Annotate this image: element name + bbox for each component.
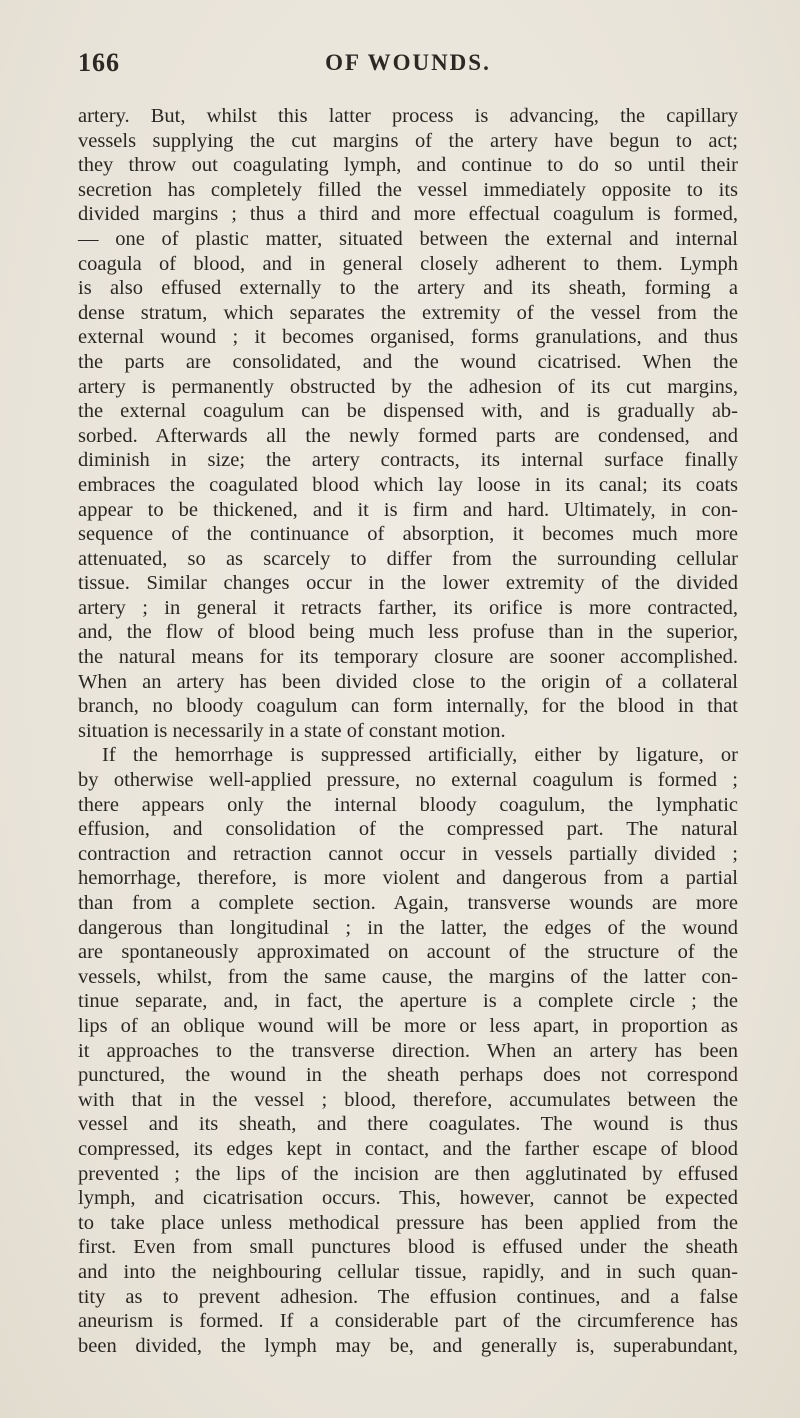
page-number: 166 [78,48,120,77]
paragraph-start-line: If the hemorrhage is suppressed artificially, either by ligature, or [102,744,738,767]
text-line: vessels, whilst, from the same cause, the margins of the latter con- [78,965,738,988]
text-line: aneurism is formed. If a considerable part of the circumference has [78,1310,738,1333]
text-line: coagula of blood, and in general closely adherent to them. Lymph [78,252,738,275]
text-line: by otherwise well-applied pressure, no external coagulum is formed ; [78,769,738,792]
text-line: tissue. Similar changes occur in the lower extremity of the divided [78,572,738,595]
text-line: effusion, and consolidation of the compressed part. The natural [78,818,738,841]
text-line: to take place unless methodical pressure has been applied from the [78,1211,738,1234]
text-line: appear to be thickened, and it is firm and hard. Ultimately, in con- [78,498,738,521]
text-line: dangerous than longitudinal ; in the latter, the edges of the wound [78,916,738,939]
text-line: When an artery has been divided close to the origin of a collateral [78,670,738,693]
text-line: and, the flow of blood being much less profuse than in the superior, [78,621,738,644]
text-line: are spontaneously approximated on account of the structure of the [78,941,738,964]
text-line: it approaches to the transverse direction. When an artery has been [78,1039,738,1062]
text-line: first. Even from small punctures blood is effused under the sheath [78,1236,738,1259]
text-line: situation is necessarily in a state of constant motion. [78,719,506,742]
text-line: contraction and retraction cannot occur in vessels partially divided ; [78,842,738,865]
text-line: they throw out coagulating lymph, and continue to do so until their [78,154,738,177]
running-head [78,48,738,84]
text-line: diminish in size; the artery contracts, its internal surface finally [78,449,738,472]
text-line: the natural means for its temporary closure are sooner accomplished. [78,646,738,669]
text-line: vessel and its sheath, and there coagulates. The wound is thus [78,1113,738,1136]
text-line: the parts are consolidated, and the wound cicatrised. When the [78,350,738,373]
text-line: divided margins ; thus a third and more effectual coagulum is formed, [78,203,738,226]
text-line: branch, no bloody coagulum can form internally, for the blood in that [78,695,738,718]
text-line: punctured, the wound in the sheath perhaps does not correspond [78,1064,738,1087]
text-line: artery ; in general it retracts farther, its orifice is more contracted, [78,596,738,619]
text-line: — one of plastic matter, situated between the external and internal [78,227,738,250]
text-line: secretion has completely filled the vessel immediately opposite to its [78,178,738,201]
text-line: with that in the vessel ; blood, therefore, accumulates between the [78,1088,738,1111]
text-line: sequence of the continuance of absorption, it becomes much more [78,523,738,546]
body-text [78,104,738,1358]
text-line: tinue separate, and, in fact, the aperture is a complete circle ; the [78,990,738,1013]
text-line: sorbed. Afterwards all the newly formed parts are condensed, and [78,424,738,447]
text-line: lymph, and cicatrisation occurs. This, however, cannot be expected [78,1187,738,1210]
text-line: prevented ; the lips of the incision are then agglutinated by effused [78,1162,738,1185]
text-line: the external coagulum can be dispensed with, and is gradually ab- [78,400,738,423]
text-line: artery is permanently obstructed by the adhesion of its cut margins, [78,375,738,398]
text-line: embraces the coagulated blood which lay loose in its canal; its coats [78,473,738,496]
text-line: been divided, the lymph may be, and generally is, superabundant, [78,1334,738,1357]
text-line: than from a complete section. Again, transverse wounds are more [78,892,738,914]
running-title: OF WOUNDS. [325,50,491,75]
text-line: lips of an oblique wound will be more or less apart, in proportion as [78,1014,738,1037]
text-line: dense stratum, which separates the extremity of the vessel from the [78,301,738,324]
text-line: tity as to prevent adhesion. The effusion continues, and a false [78,1285,738,1308]
text-line: compressed, its edges kept in contact, and the farther escape of blood [78,1137,738,1160]
text-line: artery. But, whilst this latter process is advancing, the capillary [78,105,738,127]
text-line: hemorrhage, therefore, is more violent and dangerous from a partial [78,867,738,890]
text-line: vessels supplying the cut margins of the artery have begun to act; [78,129,738,152]
text-line: external wound ; it becomes organised, forms granulations, and thus [78,326,738,349]
text-line: and into the neighbouring cellular tissue, rapidly, and in such quan- [78,1260,738,1283]
text-line: attenuated, so as scarcely to differ from the surrounding cellular [78,547,738,570]
text-line: is also effused externally to the artery and its sheath, forming a [78,277,738,300]
text-line: there appears only the internal bloody coagulum, the lymphatic [78,793,738,816]
